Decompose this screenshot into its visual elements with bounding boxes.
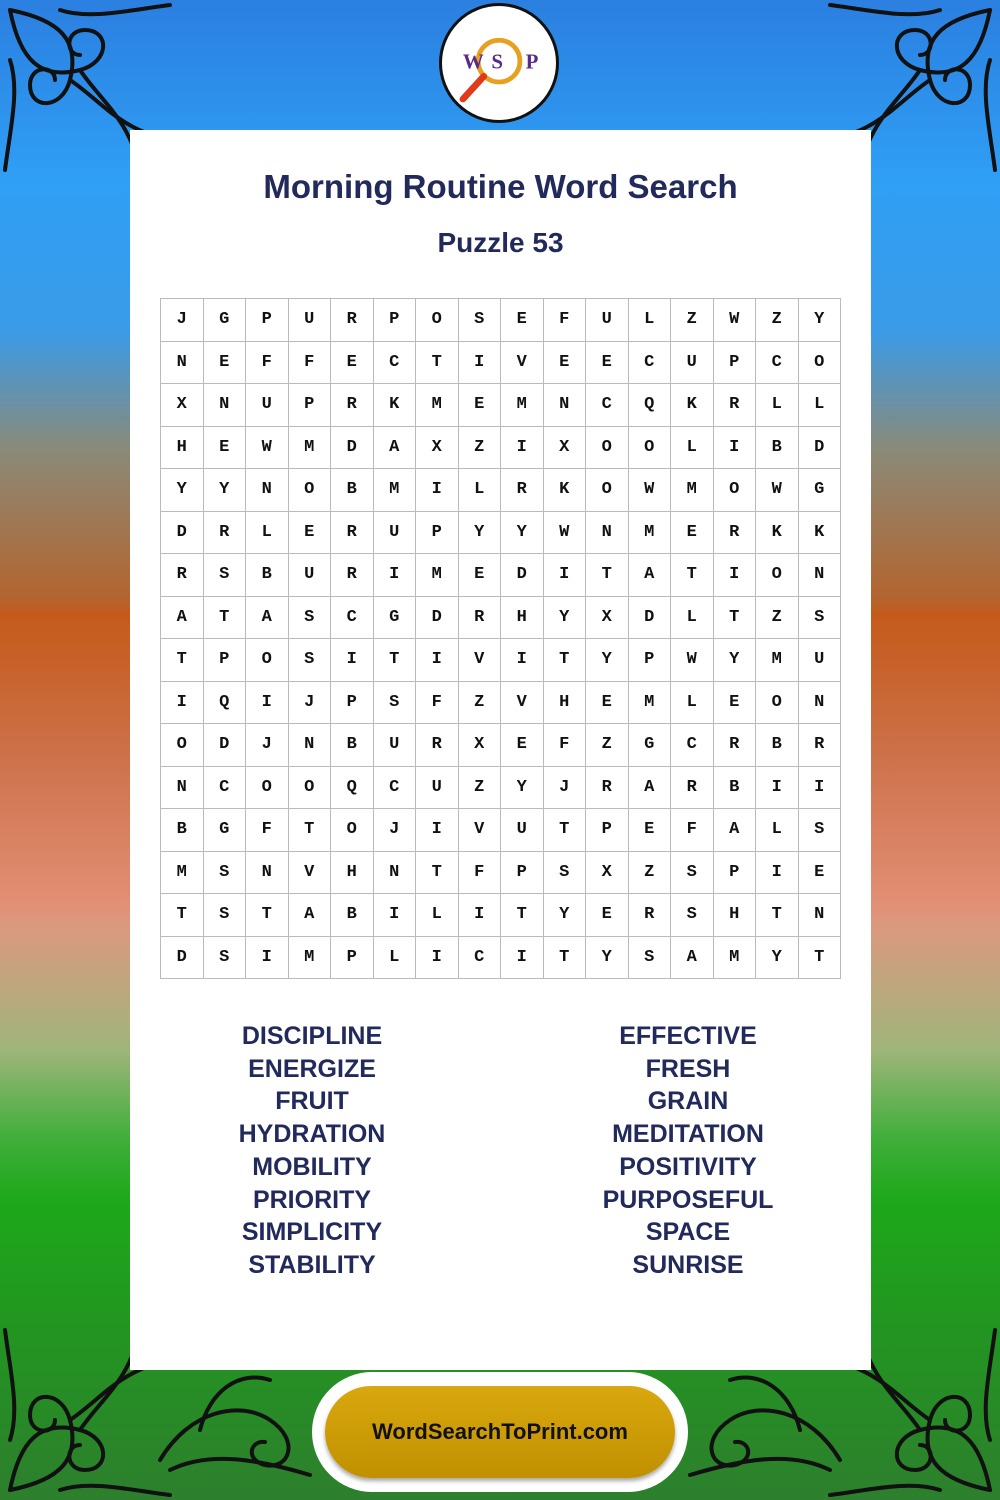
grid-cell[interactable]: S — [459, 299, 502, 342]
grid-cell[interactable]: Q — [629, 384, 672, 427]
grid-cell[interactable]: M — [671, 469, 714, 512]
grid-cell[interactable]: R — [161, 554, 204, 597]
logo-letter-s: S — [491, 49, 504, 74]
grid-cell[interactable]: R — [416, 724, 459, 767]
grid-cell[interactable]: P — [416, 512, 459, 555]
grid-cell[interactable]: V — [501, 682, 544, 725]
grid-cell[interactable]: J — [374, 809, 417, 852]
grid-cell[interactable]: V — [459, 639, 502, 682]
word-list-item: GRAIN — [647, 1087, 729, 1116]
grid-cell[interactable]: Y — [501, 512, 544, 555]
grid-cell[interactable]: A — [629, 767, 672, 810]
grid-cell[interactable]: L — [756, 809, 799, 852]
grid-cell[interactable]: P — [714, 852, 757, 895]
grid-cell[interactable]: L — [374, 937, 417, 980]
grid-cell[interactable]: J — [246, 724, 289, 767]
grid-cell[interactable]: B — [161, 809, 204, 852]
grid-cell[interactable]: L — [671, 682, 714, 725]
grid-cell[interactable]: E — [501, 724, 544, 767]
grid-cell[interactable]: L — [246, 512, 289, 555]
grid-cell[interactable]: R — [714, 724, 757, 767]
grid-cell[interactable]: R — [714, 384, 757, 427]
word-list-item: MOBILITY — [252, 1152, 372, 1181]
grid-cell[interactable]: N — [204, 384, 247, 427]
grid-cell[interactable]: O — [246, 639, 289, 682]
grid-cell[interactable]: G — [204, 299, 247, 342]
grid-cell[interactable]: I — [246, 682, 289, 725]
grid-cell[interactable]: Y — [501, 767, 544, 810]
grid-cell[interactable]: U — [671, 342, 714, 385]
grid-cell[interactable]: I — [501, 937, 544, 980]
grid-cell[interactable]: Q — [331, 767, 374, 810]
grid-cell[interactable]: B — [714, 767, 757, 810]
grid-cell[interactable]: Y — [756, 937, 799, 980]
grid-cell[interactable]: C — [204, 767, 247, 810]
grid-cell[interactable]: O — [756, 554, 799, 597]
grid-cell[interactable]: C — [756, 342, 799, 385]
grid-cell[interactable]: Z — [756, 299, 799, 342]
grid-cell[interactable]: Z — [629, 852, 672, 895]
grid-cell[interactable]: C — [374, 342, 417, 385]
grid-cell[interactable]: F — [246, 342, 289, 385]
grid-cell[interactable]: N — [799, 554, 842, 597]
grid-cell[interactable]: F — [544, 724, 587, 767]
grid-cell[interactable]: Y — [544, 894, 587, 937]
grid-cell[interactable]: O — [416, 299, 459, 342]
grid-cell[interactable]: M — [161, 852, 204, 895]
grid-cell[interactable]: H — [544, 682, 587, 725]
grid-cell[interactable]: G — [204, 809, 247, 852]
grid-cell[interactable]: O — [289, 469, 332, 512]
grid-cell[interactable]: P — [374, 299, 417, 342]
grid-cell[interactable]: O — [161, 724, 204, 767]
word-list-item: STABILITY — [248, 1250, 376, 1279]
grid-cell[interactable]: E — [459, 384, 502, 427]
grid-cell[interactable]: I — [161, 682, 204, 725]
grid-cell[interactable]: B — [331, 894, 374, 937]
grid-cell[interactable]: Y — [204, 469, 247, 512]
grid-cell[interactable]: W — [246, 427, 289, 470]
grid-cell[interactable]: D — [629, 597, 672, 640]
grid-cell[interactable]: L — [629, 299, 672, 342]
grid-cell[interactable]: L — [459, 469, 502, 512]
grid-cell[interactable]: I — [756, 767, 799, 810]
grid-cell[interactable]: I — [459, 894, 502, 937]
grid-cell[interactable]: M — [629, 512, 672, 555]
grid-cell[interactable]: D — [161, 512, 204, 555]
grid-cell[interactable]: I — [374, 554, 417, 597]
grid-cell[interactable]: R — [501, 469, 544, 512]
grid-cell[interactable]: T — [544, 639, 587, 682]
grid-cell[interactable]: N — [544, 384, 587, 427]
grid-cell[interactable]: P — [331, 937, 374, 980]
grid-cell[interactable]: R — [331, 554, 374, 597]
grid-cell[interactable]: B — [331, 469, 374, 512]
grid-cell[interactable]: Z — [459, 682, 502, 725]
grid-cell[interactable]: S — [204, 894, 247, 937]
grid-cell[interactable]: K — [544, 469, 587, 512]
magnifier-handle-icon — [463, 76, 484, 99]
grid-cell[interactable]: E — [799, 852, 842, 895]
word-list-item: ENERGIZE — [248, 1054, 376, 1083]
grid-cell[interactable]: I — [501, 639, 544, 682]
grid-cell[interactable]: Y — [714, 639, 757, 682]
grid-cell[interactable]: U — [501, 809, 544, 852]
grid-cell[interactable]: S — [544, 852, 587, 895]
grid-cell[interactable]: F — [459, 852, 502, 895]
grid-cell[interactable]: F — [246, 809, 289, 852]
grid-cell[interactable]: X — [544, 427, 587, 470]
wsp-logo[interactable] — [439, 3, 559, 123]
grid-cell[interactable]: P — [501, 852, 544, 895]
grid-cell[interactable]: K — [799, 512, 842, 555]
grid-cell[interactable]: J — [289, 682, 332, 725]
grid-cell[interactable]: O — [289, 767, 332, 810]
grid-cell[interactable]: Z — [671, 299, 714, 342]
grid-cell[interactable]: X — [586, 597, 629, 640]
grid-cell[interactable]: P — [331, 682, 374, 725]
grid-cell[interactable]: R — [204, 512, 247, 555]
grid-cell[interactable]: G — [374, 597, 417, 640]
grid-cell[interactable]: R — [586, 767, 629, 810]
grid-cell[interactable]: O — [629, 427, 672, 470]
grid-cell[interactable]: N — [374, 852, 417, 895]
grid-cell[interactable]: E — [586, 894, 629, 937]
grid-cell[interactable]: U — [289, 299, 332, 342]
grid-cell[interactable]: F — [544, 299, 587, 342]
grid-cell[interactable]: O — [799, 342, 842, 385]
grid-cell[interactable]: A — [289, 894, 332, 937]
grid-cell[interactable]: E — [459, 554, 502, 597]
word-list-right-column — [518, 1020, 858, 1282]
logo-letter-p: P — [525, 49, 539, 74]
grid-cell[interactable]: T — [671, 554, 714, 597]
grid-cell[interactable]: E — [586, 682, 629, 725]
grid-cell[interactable]: T — [714, 597, 757, 640]
grid-cell[interactable]: U — [246, 384, 289, 427]
grid-cell[interactable]: S — [204, 554, 247, 597]
grid-cell[interactable]: E — [331, 342, 374, 385]
grid-cell[interactable]: H — [161, 427, 204, 470]
grid-cell[interactable]: M — [289, 937, 332, 980]
grid-cell[interactable]: I — [416, 937, 459, 980]
grid-cell[interactable]: I — [459, 342, 502, 385]
grid-cell[interactable]: E — [501, 299, 544, 342]
grid-cell[interactable]: F — [289, 342, 332, 385]
grid-cell[interactable]: Z — [459, 767, 502, 810]
grid-cell[interactable]: R — [331, 384, 374, 427]
grid-cell[interactable]: L — [416, 894, 459, 937]
grid-cell[interactable]: M — [756, 639, 799, 682]
grid-cell[interactable]: T — [246, 894, 289, 937]
grid-cell[interactable]: P — [586, 809, 629, 852]
grid-cell[interactable]: J — [161, 299, 204, 342]
grid-cell[interactable]: Z — [756, 597, 799, 640]
grid-cell[interactable]: T — [161, 639, 204, 682]
grid-cell[interactable]: V — [289, 852, 332, 895]
logo-letter-w: W — [462, 49, 484, 74]
grid-cell[interactable]: L — [671, 597, 714, 640]
grid-cell[interactable]: S — [629, 937, 672, 980]
puzzle-subtitle: Puzzle 53 — [437, 227, 564, 258]
grid-cell[interactable]: J — [544, 767, 587, 810]
grid-cell[interactable]: C — [671, 724, 714, 767]
grid-cell[interactable]: O — [756, 682, 799, 725]
grid-cell[interactable]: T — [544, 937, 587, 980]
word-list-item: PURPOSEFUL — [602, 1185, 774, 1214]
grid-cell[interactable]: S — [374, 682, 417, 725]
grid-cell[interactable]: B — [756, 427, 799, 470]
grid-cell[interactable]: I — [799, 767, 842, 810]
grid-cell[interactable]: C — [374, 767, 417, 810]
grid-cell[interactable]: S — [671, 852, 714, 895]
grid-cell[interactable]: T — [799, 937, 842, 980]
grid-cell[interactable]: Y — [161, 469, 204, 512]
grid-cell[interactable]: F — [671, 809, 714, 852]
grid-cell[interactable]: R — [629, 894, 672, 937]
grid-cell[interactable]: L — [799, 384, 842, 427]
letter-grid — [160, 298, 841, 979]
grid-cell[interactable]: W — [544, 512, 587, 555]
grid-cell[interactable]: N — [289, 724, 332, 767]
grid-cell[interactable]: N — [161, 767, 204, 810]
grid-cell[interactable]: O — [331, 809, 374, 852]
grid-cell[interactable]: T — [544, 809, 587, 852]
grid-cell[interactable]: S — [289, 597, 332, 640]
grid-cell[interactable]: F — [416, 682, 459, 725]
grid-cell[interactable]: P — [714, 342, 757, 385]
grid-cell[interactable]: Y — [586, 937, 629, 980]
grid-cell[interactable]: U — [374, 724, 417, 767]
grid-cell[interactable]: N — [799, 894, 842, 937]
grid-cell[interactable]: I — [416, 469, 459, 512]
grid-cell[interactable]: I — [416, 809, 459, 852]
word-list-item: POSITIVITY — [619, 1152, 757, 1181]
grid-cell[interactable]: A — [714, 809, 757, 852]
grid-cell[interactable]: C — [459, 937, 502, 980]
grid-cell[interactable]: L — [756, 384, 799, 427]
grid-cell[interactable]: T — [374, 639, 417, 682]
grid-cell[interactable]: W — [671, 639, 714, 682]
word-list-left-column — [142, 1020, 482, 1282]
grid-cell[interactable]: T — [586, 554, 629, 597]
grid-cell[interactable]: X — [161, 384, 204, 427]
grid-cell[interactable]: T — [501, 894, 544, 937]
grid-cell[interactable]: K — [374, 384, 417, 427]
grid-cell[interactable]: S — [799, 597, 842, 640]
grid-cell[interactable]: C — [331, 597, 374, 640]
grid-cell[interactable]: N — [586, 512, 629, 555]
grid-cell[interactable]: D — [161, 937, 204, 980]
puzzle-card — [130, 130, 871, 1370]
grid-cell[interactable]: K — [671, 384, 714, 427]
grid-cell[interactable]: A — [629, 554, 672, 597]
grid-cell[interactable]: R — [714, 512, 757, 555]
word-list-item: SUNRISE — [632, 1250, 744, 1279]
grid-cell[interactable]: T — [204, 597, 247, 640]
grid-cell[interactable]: H — [714, 894, 757, 937]
grid-cell[interactable]: U — [799, 639, 842, 682]
grid-cell[interactable]: S — [204, 852, 247, 895]
grid-cell[interactable]: E — [671, 512, 714, 555]
grid-cell[interactable]: M — [416, 384, 459, 427]
grid-cell[interactable]: M — [289, 427, 332, 470]
grid-cell[interactable]: S — [204, 937, 247, 980]
grid-cell[interactable]: E — [544, 342, 587, 385]
grid-cell[interactable]: Y — [459, 512, 502, 555]
grid-cell[interactable]: P — [289, 384, 332, 427]
grid-cell[interactable]: N — [799, 682, 842, 725]
grid-cell[interactable]: T — [161, 894, 204, 937]
word-list-item: SPACE — [645, 1218, 731, 1247]
word-list-item: HYDRATION — [238, 1120, 386, 1149]
grid-cell[interactable]: E — [714, 682, 757, 725]
grid-cell[interactable]: T — [289, 809, 332, 852]
grid-cell[interactable]: W — [756, 469, 799, 512]
grid-cell[interactable]: P — [204, 639, 247, 682]
grid-cell[interactable]: D — [799, 427, 842, 470]
grid-cell[interactable]: K — [756, 512, 799, 555]
grid-cell[interactable]: E — [204, 342, 247, 385]
grid-cell[interactable]: W — [714, 299, 757, 342]
grid-cell[interactable]: M — [501, 384, 544, 427]
grid-cell[interactable]: N — [246, 852, 289, 895]
grid-cell[interactable]: O — [714, 469, 757, 512]
grid-cell[interactable]: D — [331, 427, 374, 470]
grid-cell[interactable]: A — [161, 597, 204, 640]
grid-cell[interactable]: P — [629, 639, 672, 682]
word-list-item: MEDITATION — [612, 1120, 764, 1149]
grid-cell[interactable]: U — [416, 767, 459, 810]
grid-cell[interactable]: B — [246, 554, 289, 597]
grid-cell[interactable]: H — [331, 852, 374, 895]
grid-cell[interactable]: S — [671, 894, 714, 937]
grid-cell[interactable]: R — [799, 724, 842, 767]
grid-cell[interactable]: Y — [799, 299, 842, 342]
website-link-button[interactable]: WordSearchToPrint.com — [325, 1386, 675, 1478]
grid-cell[interactable]: O — [586, 427, 629, 470]
grid-cell[interactable]: C — [586, 384, 629, 427]
grid-cell[interactable]: H — [501, 597, 544, 640]
grid-cell[interactable]: P — [246, 299, 289, 342]
grid-cell[interactable]: N — [246, 469, 289, 512]
grid-cell[interactable]: M — [714, 937, 757, 980]
grid-cell[interactable]: D — [501, 554, 544, 597]
grid-cell[interactable]: X — [416, 427, 459, 470]
grid-cell[interactable]: T — [756, 894, 799, 937]
grid-cell[interactable]: V — [501, 342, 544, 385]
grid-cell[interactable]: Z — [586, 724, 629, 767]
grid-cell[interactable]: Q — [204, 682, 247, 725]
grid-cell[interactable]: I — [714, 554, 757, 597]
word-list-item: DISCIPLINE — [241, 1022, 383, 1050]
grid-cell[interactable]: T — [416, 852, 459, 895]
grid-cell[interactable]: S — [799, 809, 842, 852]
grid-cell[interactable]: Y — [544, 597, 587, 640]
grid-cell[interactable]: Z — [459, 427, 502, 470]
grid-cell[interactable]: R — [331, 512, 374, 555]
grid-cell[interactable]: D — [416, 597, 459, 640]
word-list-item: EFFECTIVE — [619, 1022, 757, 1050]
grid-cell[interactable]: C — [629, 342, 672, 385]
grid-cell[interactable]: I — [331, 639, 374, 682]
grid-cell[interactable]: B — [756, 724, 799, 767]
grid-cell[interactable]: R — [671, 767, 714, 810]
grid-cell[interactable]: A — [374, 427, 417, 470]
grid-cell[interactable]: M — [416, 554, 459, 597]
grid-cell[interactable]: B — [331, 724, 374, 767]
grid-cell[interactable]: E — [204, 427, 247, 470]
grid-cell[interactable]: I — [246, 937, 289, 980]
word-list-item: SIMPLICITY — [241, 1218, 383, 1247]
grid-cell[interactable]: V — [459, 809, 502, 852]
grid-cell[interactable]: G — [799, 469, 842, 512]
grid-cell[interactable]: G — [629, 724, 672, 767]
grid-cell[interactable]: A — [246, 597, 289, 640]
grid-cell[interactable]: M — [374, 469, 417, 512]
grid-cell[interactable]: X — [586, 852, 629, 895]
grid-cell[interactable]: I — [756, 852, 799, 895]
grid-cell[interactable]: W — [629, 469, 672, 512]
grid-cell[interactable]: Y — [586, 639, 629, 682]
grid-cell[interactable]: R — [331, 299, 374, 342]
grid-cell[interactable]: E — [586, 342, 629, 385]
grid-cell[interactable]: I — [501, 427, 544, 470]
grid-cell[interactable]: I — [374, 894, 417, 937]
word-list-item: PRIORITY — [252, 1185, 372, 1214]
grid-cell[interactable]: O — [586, 469, 629, 512]
grid-cell[interactable]: R — [459, 597, 502, 640]
grid-cell[interactable]: M — [629, 682, 672, 725]
grid-cell[interactable]: T — [416, 342, 459, 385]
grid-cell[interactable]: O — [246, 767, 289, 810]
word-list-item: FRESH — [645, 1054, 731, 1083]
grid-cell[interactable]: I — [544, 554, 587, 597]
grid-cell[interactable]: I — [416, 639, 459, 682]
word-list-item: FRUIT — [275, 1087, 349, 1116]
grid-cell[interactable]: A — [671, 937, 714, 980]
grid-cell[interactable]: D — [204, 724, 247, 767]
grid-cell[interactable]: U — [586, 299, 629, 342]
grid-cell[interactable]: I — [714, 427, 757, 470]
grid-cell[interactable]: X — [459, 724, 502, 767]
grid-cell[interactable]: N — [161, 342, 204, 385]
puzzle-title: Morning Routine Word Search — [263, 168, 738, 205]
grid-cell[interactable]: U — [289, 554, 332, 597]
grid-cell[interactable]: E — [289, 512, 332, 555]
grid-cell[interactable]: E — [629, 809, 672, 852]
grid-cell[interactable]: U — [374, 512, 417, 555]
grid-cell[interactable]: S — [289, 639, 332, 682]
grid-cell[interactable]: L — [671, 427, 714, 470]
